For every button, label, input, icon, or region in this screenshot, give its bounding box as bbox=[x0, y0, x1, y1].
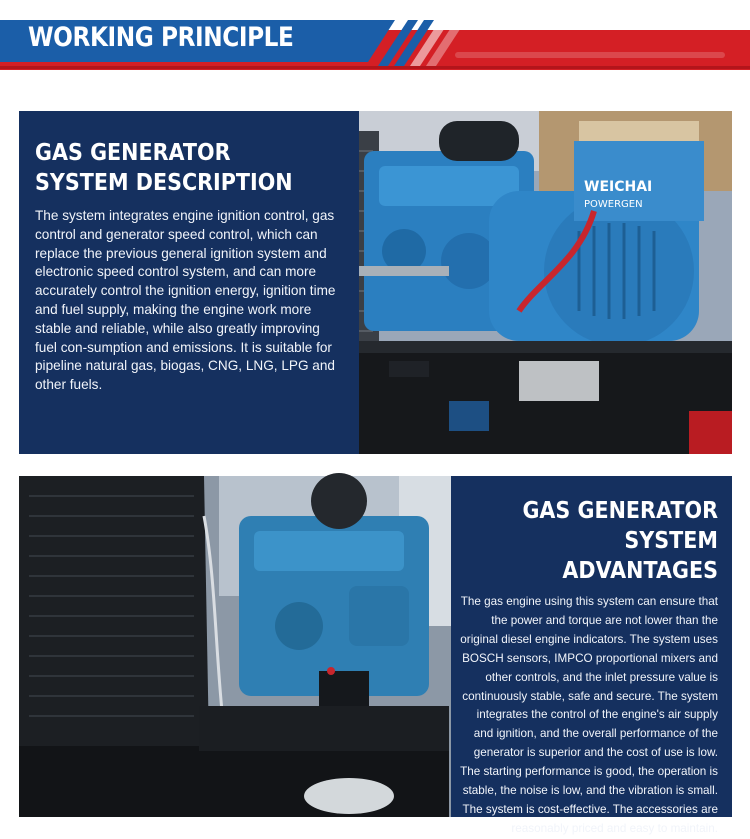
description-title-line2: SYSTEM DESCRIPTION bbox=[35, 168, 293, 196]
advantages-title-line2: SYSTEM ADVANTAGES bbox=[562, 526, 718, 584]
advantages-panel bbox=[19, 476, 732, 835]
photo-sub-text: POWERGEN bbox=[584, 199, 643, 210]
advantages-body: The gas engine using this system can ensure that the power and torque are not lower than the original diesel engine indicators. The system uses BOSCH sensors, IMPCO proportional mixers and other controls, and the inlet pressure value is continuously stable, safe and secure. The system integrates the control of the engine's air supply and ignition, and the overall performance of the generator is superior and the cost of use is low. The starting performance is good, the operation is stable, the noise is low, and the vibration is small. The system is cost-effective. The accessories are reasonably priced and easy to maintain. bbox=[460, 595, 718, 835]
advantages-text-box bbox=[451, 476, 732, 835]
description-title-line1: GAS GENERATOR bbox=[35, 138, 231, 166]
header-banner bbox=[0, 0, 750, 80]
description-body: The system integrates engine ignition control, gas control and generator speed control, which can replace the previous general ignition system and electronic speed control system, and can more accurately control the ignition energy, ignition time and fuel supply, making the engine work more stable and reliable, while also greatly improving fuel con-sumption and emissions. It is suitable for pipeline natural gas, biogas, CNG, LNG, LPG and other fuels. bbox=[35, 208, 336, 393]
advantages-title bbox=[490, 495, 718, 585]
page-title: WORKING PRINCIPLE bbox=[28, 22, 294, 53]
description-text-box bbox=[19, 111, 359, 454]
photo-brand-text: WEICHAI bbox=[584, 179, 653, 195]
description-panel bbox=[19, 111, 732, 454]
advantages-title-line1: GAS GENERATOR bbox=[522, 496, 718, 524]
description-title bbox=[35, 137, 306, 197]
